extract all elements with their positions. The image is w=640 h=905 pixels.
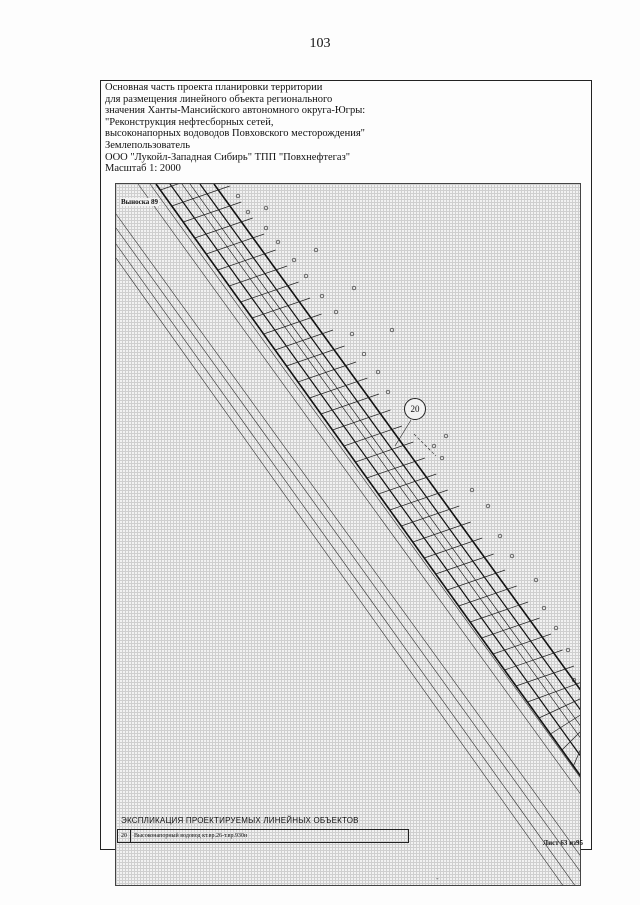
hatch-line [229,266,287,286]
hatch-line [218,250,276,270]
corridor-edge [170,184,581,758]
map-frame [115,183,581,886]
hatch-line [390,490,448,510]
survey-point [320,294,324,298]
title-block [105,82,405,175]
hatch-line [298,362,356,382]
survey-point [376,370,380,374]
land-user-name: ООО "Лукойл-Западная Сибирь" ТПП "Повхнефтегаз" [105,151,351,163]
boundary-line [150,184,581,780]
hatch-line [332,410,390,430]
hatch-line [505,650,563,670]
callout-label: Выноска 89 [121,198,158,206]
survey-point [334,310,338,314]
hatch-line [241,282,299,302]
title-line-2: для размещения линейного объекта регионального [105,93,333,105]
survey-point [542,606,546,610]
boundary-line [138,184,581,796]
survey-point [292,258,296,262]
survey-point [362,352,366,356]
corridor-hatching [160,184,581,766]
pipeline-axis [182,184,581,740]
survey-point [350,332,354,336]
hatch-line [264,314,322,334]
legend-row [117,829,409,843]
hatch-line [424,538,482,558]
survey-point [236,194,240,198]
title-line-1: Основная часть проекта планировки территории [105,82,323,93]
legend-row-text: Высоконапорный водовод кт.вр.26-т.вр.930н [134,833,248,839]
hatch-line [309,378,367,398]
hatch-line [482,618,540,638]
sheet-counter: Лист 63 из95 [542,839,583,847]
corridor-edge [214,184,581,692]
hatch-line [493,634,551,654]
object-marker: 20 [404,398,426,420]
boundary-line [116,228,581,874]
hatch-line [378,474,436,494]
footer-mark: - [436,874,439,883]
survey-point [264,206,268,210]
hatch-line [447,570,505,590]
hatch-line [195,218,253,238]
hatch-line [516,666,574,686]
survey-point [470,488,474,492]
boundary-line [116,244,576,886]
hatch-line [160,184,218,190]
hatch-line [172,186,230,206]
hatch-line [252,298,310,318]
survey-point [510,554,514,558]
scale-label: Масштаб 1: 2000 [105,163,181,175]
hatch-line [436,554,494,574]
page-number: 103 [309,36,331,51]
map-drawing [116,184,581,886]
survey-point [264,226,268,230]
survey-point [304,274,308,278]
survey-point [386,390,390,394]
hatch-line [321,394,379,414]
survey-point [486,504,490,508]
hatch-line [287,346,345,366]
survey-points [236,194,576,682]
pipeline-corridor [156,184,581,778]
corridor-edge [200,184,581,712]
survey-point [432,444,436,448]
corridor-edge [156,184,581,778]
pipeline-axis [190,184,581,728]
boundary-line [116,258,564,886]
hatch-line [355,442,413,462]
hatch-line [344,426,402,446]
boundary-line [116,214,581,858]
survey-point [498,534,502,538]
hatch-line [206,234,264,254]
hatch-line [367,458,425,478]
land-user-label: Землепользователь [105,139,191,151]
survey-point [534,578,538,582]
hatch-line [413,522,471,542]
title-line-4: "Реконструкция нефтесборных сетей, [105,116,274,128]
survey-point [566,648,570,652]
survey-point [246,210,250,214]
hatch-line [275,330,333,350]
survey-point [390,328,394,332]
hatch-line [470,602,528,622]
survey-point [440,456,444,460]
title-line-3: значения Ханты-Мансийского автономного округа-Югры: [105,105,366,117]
hatch-line [459,586,517,606]
survey-point [314,248,318,252]
legend-row-number: 20 [118,830,131,842]
hatch-line [183,202,241,222]
survey-point [276,240,280,244]
hatch-line [401,506,459,526]
survey-point [444,434,448,438]
survey-point [554,626,558,630]
marker-leader-line [395,420,411,446]
title-line-5: высоконапорных водоводов Повховского месторождения" [105,128,365,140]
legend-title: ЭКСПЛИКАЦИЯ ПРОЕКТИРУЕМЫХ ЛИНЕЙНЫХ ОБЪЕКТОВ [121,816,359,825]
drawing-sheet [100,80,592,850]
survey-point [352,286,356,290]
